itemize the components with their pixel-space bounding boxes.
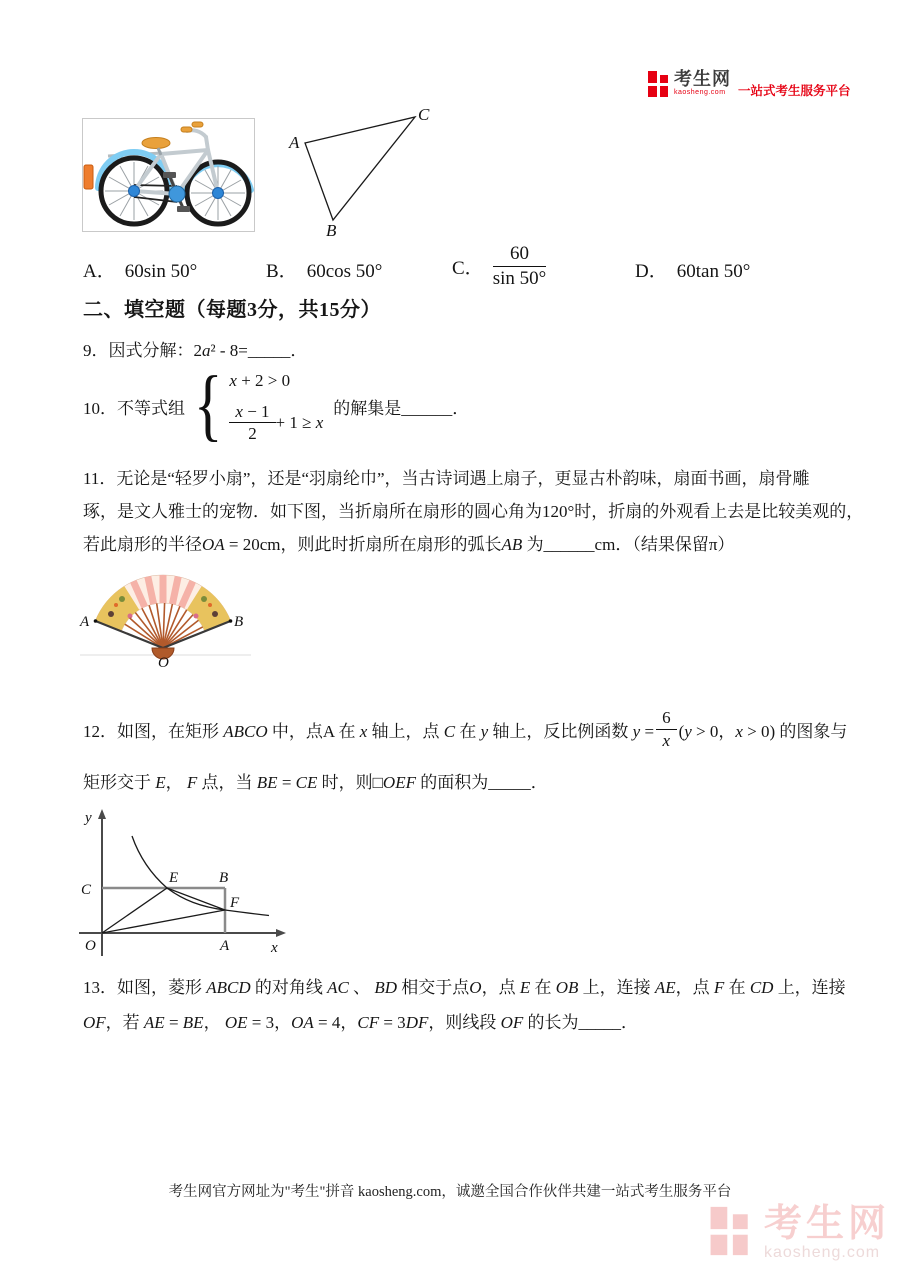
question-9: 9．因式分解：2a² - 8=_____． [83, 341, 308, 360]
inequality-2-tail: + 1 ≥ x [275, 412, 324, 432]
triangle-figure [283, 103, 438, 243]
bicycle-figure [82, 118, 255, 232]
fan-label-b: B [234, 614, 244, 630]
system-brace: { [193, 361, 223, 450]
fan-label-a: A [80, 614, 90, 630]
option-c [452, 243, 546, 290]
kaosheng-h-icon [648, 70, 670, 98]
question-10 [83, 361, 470, 450]
graph-label-e: E [169, 870, 179, 886]
brand-name: 考生网 [674, 69, 731, 89]
triangle-label-a: A [289, 133, 300, 152]
watermark-domain: kaosheng.com [764, 1244, 881, 1261]
question-12-fraction [656, 708, 677, 750]
option-c-denominator: sin 50° [492, 267, 547, 289]
kaosheng-watermark [708, 1205, 890, 1261]
fan-figure [78, 568, 253, 670]
graph-label-b: B [219, 870, 229, 886]
inequality-2-numerator: x − 1 [229, 402, 275, 424]
option-d [635, 256, 750, 283]
option-c-numerator: 60 [493, 243, 547, 267]
watermark-name: 考生网 [764, 1203, 891, 1245]
option-c-key: C． [452, 257, 484, 279]
kaosheng-logo [648, 70, 851, 99]
inequality-2 [229, 402, 323, 444]
question-12-pre: 12．如图，在矩形 ABCO 中，点A 在 x 轴上，点 C 在 y 轴上，反比例函数 y = [83, 721, 655, 741]
section-title: 二、填空题（每题3分，共15分） [83, 299, 381, 321]
option-b-key: B． [266, 261, 298, 282]
watermark-h-icon [708, 1205, 754, 1257]
brand-domain: kaosheng.com [674, 89, 726, 96]
question-11-line3: 若此扇形的半径OA = 20cm，则此时折扇所在扇形的弧长AB 为______cm．（结果保留π） [83, 535, 735, 554]
inequality-system [229, 368, 323, 444]
hyperbola-graph-figure [73, 806, 293, 964]
option-b [266, 256, 382, 283]
option-d-key: D． [635, 261, 668, 282]
question-12-post: (y > 0，x > 0) 的图象与 [678, 721, 848, 741]
option-a-key: A． [83, 261, 116, 282]
question-13-line2: OF，若 AE = BE， OE = 3，OA = 4，CF = 3DF，则线段 OF 的长为_____． [83, 1013, 639, 1032]
option-c-fraction [493, 243, 547, 290]
question-12-line2: 矩形交于 E， F 点，当 BE = CE 时，则□OEF 的面积为_____． [83, 773, 548, 792]
graph-label-f: F [230, 895, 240, 911]
graph-label-o: O [85, 938, 96, 954]
option-b-text: 60cos 50° [306, 261, 383, 282]
question-12-line1 [83, 708, 847, 750]
question-11-line1: 11．无论是“轻罗小扇”，还是“羽扇纶巾”，当古诗词遇上扇子，更显古朴韵味，扇面书画，扇骨雕 [83, 469, 810, 488]
question-13-line1: 13．如图，菱形 ABCD 的对角线 AC 、 BD 相交于点O，点 E 在 OB 上，连接 AE，点 F 在 CD 上，连接 [83, 978, 846, 997]
question-10-label: 10．不等式组 [83, 398, 185, 418]
inequality-1: x + 2 > 0 [229, 371, 291, 390]
question-12-numerator: 6 [656, 708, 677, 730]
option-a-text: 60sin 50° [124, 261, 198, 282]
graph-label-y: y [85, 810, 92, 826]
triangle-label-c: C [418, 105, 430, 124]
question-11-line2: 琢，是文人雅士的宠物．如下图，当折扇所在扇形的圆心角为120°时，折扇的外观看上去是比较美观的， [83, 502, 864, 521]
option-a [83, 256, 197, 283]
graph-label-a: A [220, 938, 230, 954]
fan-label-o: O [158, 655, 169, 670]
triangle-label-b: B [326, 221, 337, 240]
option-d-text: 60tan 50° [676, 261, 751, 282]
inequality-2-fraction [229, 402, 275, 444]
footer-text: 考生网官方网址为"考生"拼音 kaosheng.com，诚邀全国合作伙伴共建一站式考生服务平台 [168, 1184, 732, 1200]
question-10-tail: 的解集是______． [333, 398, 470, 418]
graph-label-c: C [81, 882, 92, 898]
brand-tagline: 一站式考生服务平台 [738, 84, 851, 98]
question-12-denominator: x [662, 730, 671, 750]
graph-label-x: x [271, 940, 278, 956]
inequality-2-denominator: 2 [248, 424, 257, 444]
